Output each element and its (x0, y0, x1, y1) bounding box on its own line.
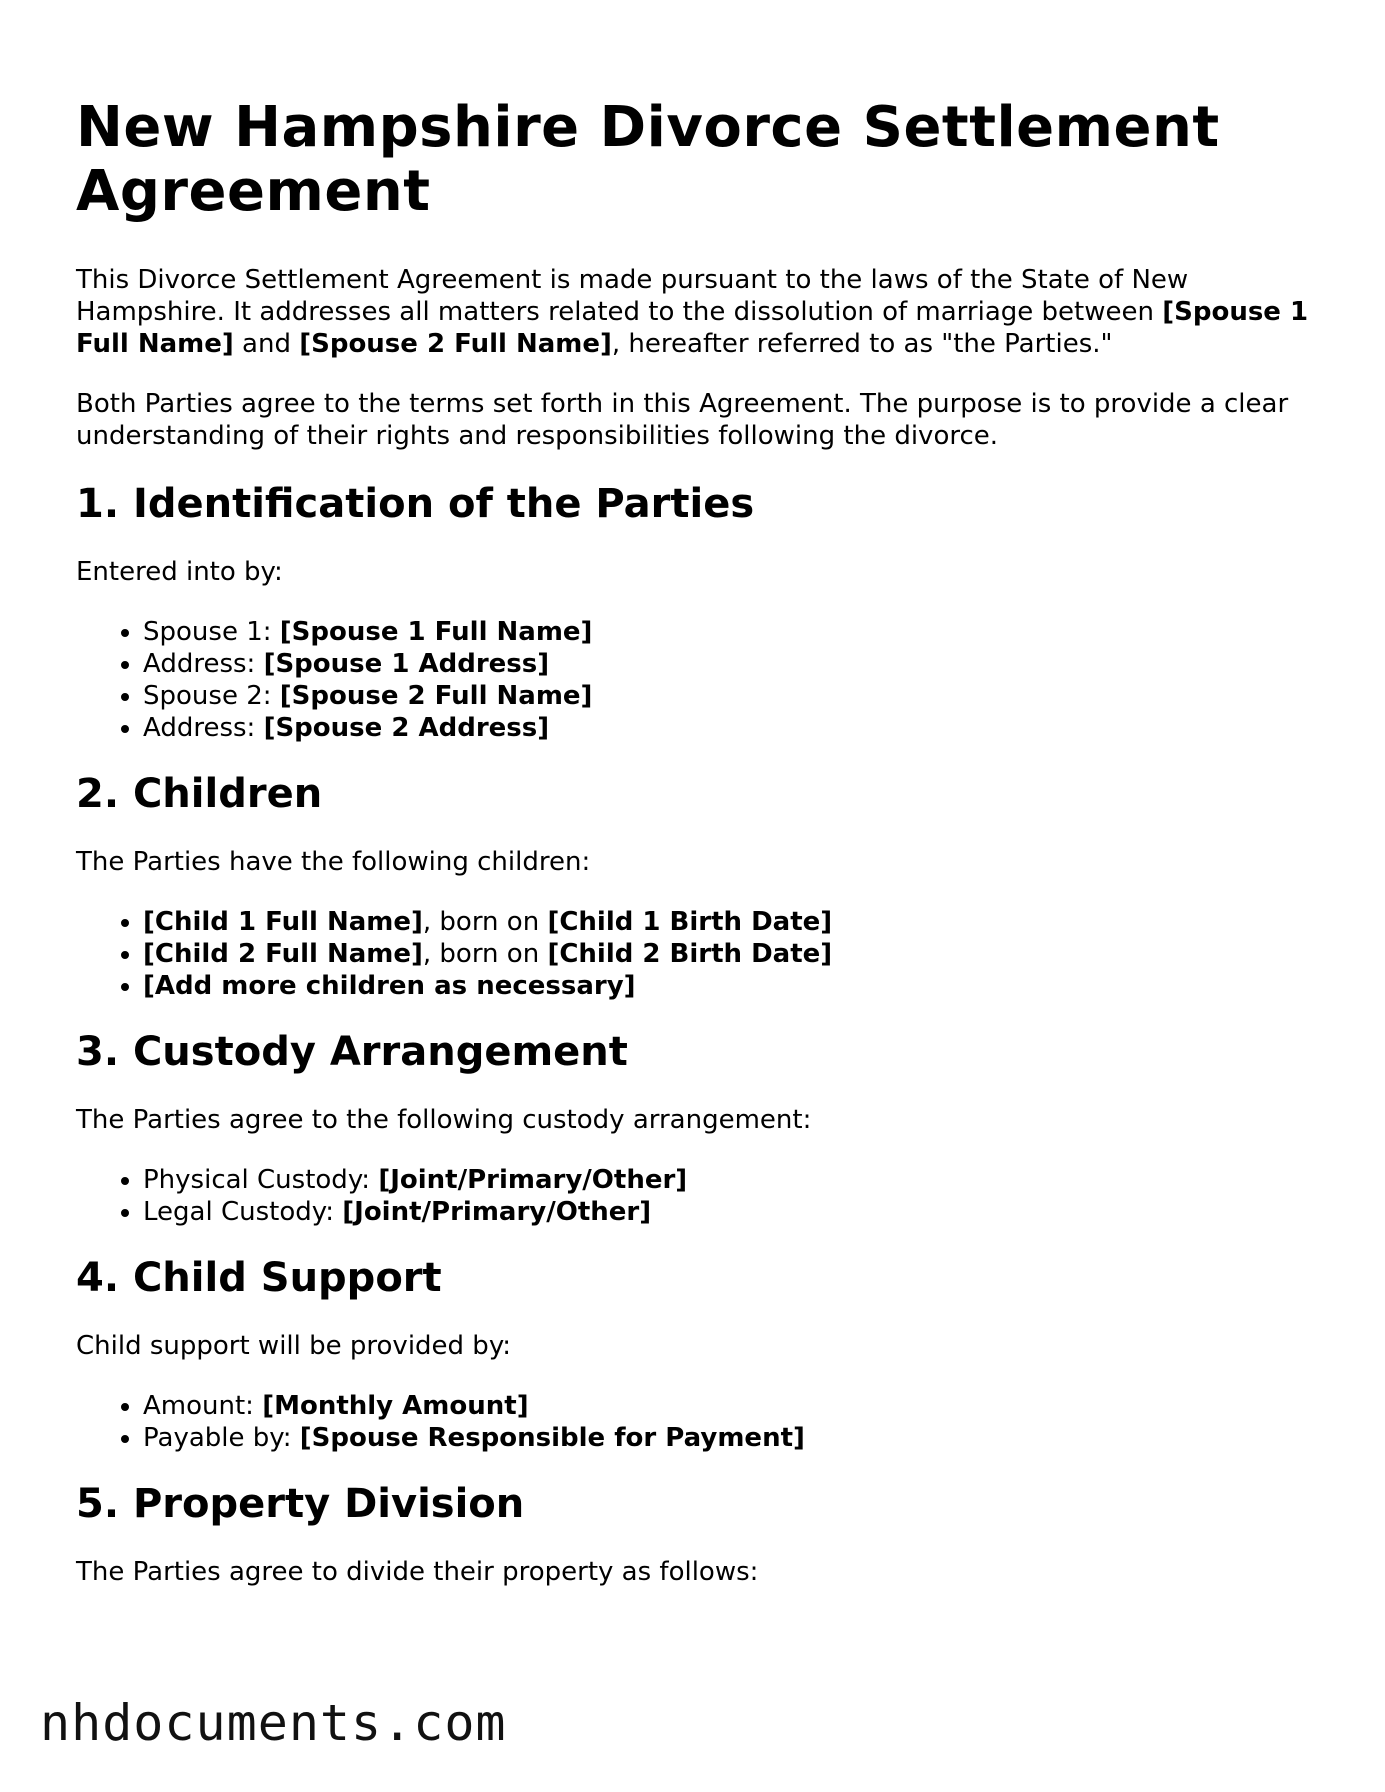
document-title: New Hampshire Divorce Settlement Agreement (76, 95, 1220, 224)
item-label: , born on (422, 939, 548, 969)
section-lead-identification: Entered into by: (76, 557, 283, 587)
intro-paragraph-1 (76, 264, 1316, 360)
list-item (143, 1164, 1316, 1196)
identification-list (76, 616, 1316, 744)
item-label: Legal Custody: (143, 1197, 343, 1227)
list-item (143, 616, 1316, 648)
section-heading-support: 4. Child Support (76, 1255, 442, 1301)
child-birth-date: [Child 2 Birth Date] (547, 939, 833, 969)
section-heading-property: 5. Property Division (76, 1481, 525, 1527)
list-item (143, 712, 1316, 744)
list-item (143, 648, 1316, 680)
child-name: [Child 2 Full Name] (143, 939, 423, 969)
section-heading-children: 2. Children (76, 771, 323, 817)
item-value: [Spouse Responsible for Payment] (299, 1423, 805, 1453)
section-lead-support: Child support will be provided by: (76, 1331, 512, 1361)
item-label: Spouse 2: (143, 681, 280, 711)
support-list (76, 1390, 1316, 1454)
item-value: [Joint/Primary/Other] (378, 1165, 688, 1195)
intro-spouse-2: [Spouse 2 Full Name] (299, 329, 612, 359)
child-name: [Add more children as necessary] (143, 971, 636, 1001)
item-label: , born on (422, 907, 548, 937)
list-item (143, 906, 1316, 938)
list-item (143, 680, 1316, 712)
item-value: [Spouse 1 Address] (263, 649, 550, 679)
watermark: nhdocuments.com (40, 1694, 507, 1752)
item-label: Amount: (143, 1391, 263, 1421)
child-name: [Child 1 Full Name] (143, 907, 423, 937)
section-lead-children: The Parties have the following children: (76, 847, 591, 877)
item-label: Address: (143, 649, 264, 679)
list-item (143, 1390, 1316, 1422)
intro-text-c: , hereafter referred to as "the Parties." (611, 329, 1113, 359)
item-value: [Spouse 2 Full Name] (279, 681, 593, 711)
item-label: Address: (143, 713, 264, 743)
section-heading-identification: 1. Identification of the Parties (76, 481, 755, 527)
document-page (76, 96, 1316, 1616)
item-value: [Spouse 2 Address] (263, 713, 550, 743)
item-label: Physical Custody: (143, 1165, 379, 1195)
item-label: Spouse 1: (143, 617, 280, 647)
list-item (143, 1196, 1316, 1228)
list-item (143, 970, 1316, 1002)
section-heading-custody: 3. Custody Arrangement (76, 1029, 628, 1075)
item-value: [Monthly Amount] (262, 1391, 529, 1421)
item-label: Payable by: (143, 1423, 300, 1453)
section-lead-custody: The Parties agree to the following custody arrangement: (76, 1105, 812, 1135)
intro-text-a: This Divorce Settlement Agreement is made pursuant to the laws of the State of New Hampshire. It addresses all matters related to the dissolution of marriage between (76, 265, 1189, 327)
intro-paragraph-2: Both Parties agree to the terms set forth in this Agreement. The purpose is to provide a clear understanding of their rights and responsibilities following the divorce. (76, 389, 1289, 451)
list-item (143, 1422, 1316, 1454)
child-birth-date: [Child 1 Birth Date] (547, 907, 833, 937)
item-value: [Spouse 1 Full Name] (279, 617, 593, 647)
intro-text-b: and (233, 329, 300, 359)
item-value: [Joint/Primary/Other] (342, 1197, 652, 1227)
list-item (143, 938, 1316, 970)
section-lead-property: The Parties agree to divide their property as follows: (76, 1557, 759, 1587)
custody-list (76, 1164, 1316, 1228)
children-list (76, 906, 1316, 1002)
intro-spouse-1: [Spouse 1 Full Name] (76, 297, 1309, 359)
